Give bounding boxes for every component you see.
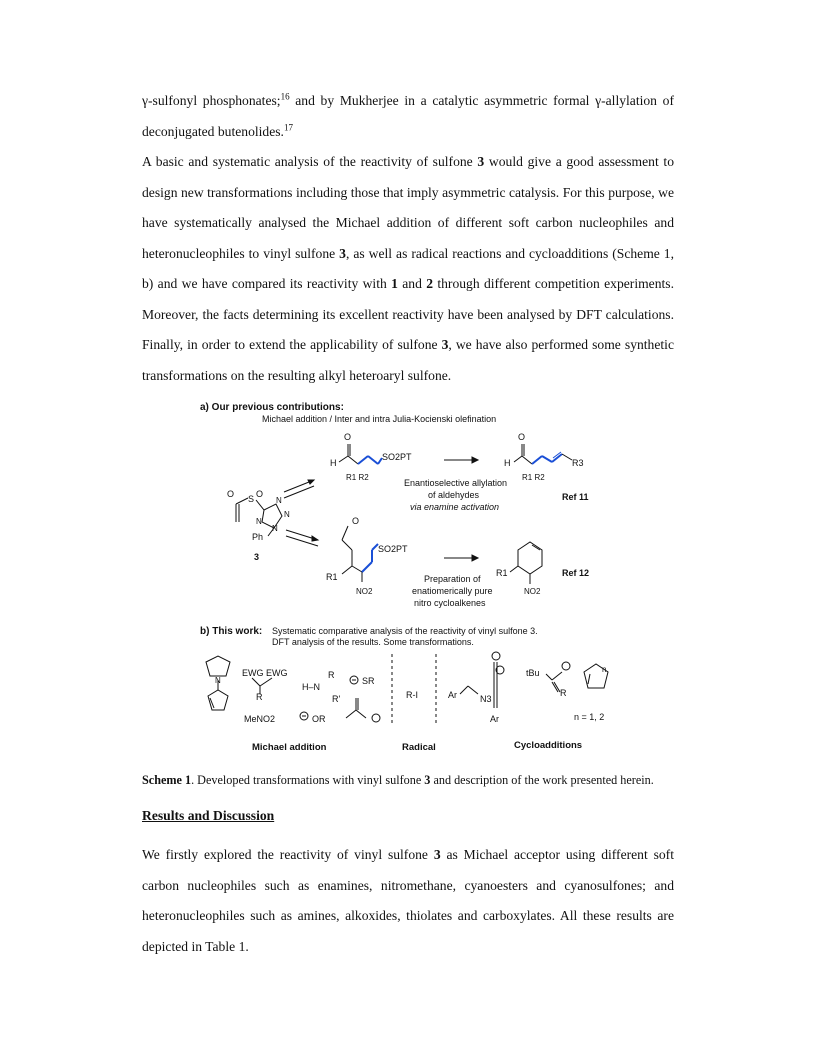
text-run: γ-sulfonyl phosphonates; bbox=[142, 93, 281, 108]
scheme-b-subtitle-2: DFT analysis of the results. Some transformations. bbox=[272, 637, 474, 647]
alkyl-iodide-label: R-I bbox=[406, 690, 418, 700]
atom-label: N bbox=[272, 524, 278, 533]
substituent-label: R bbox=[560, 688, 567, 698]
atom-label: H bbox=[504, 458, 511, 468]
substituent-label: R1 bbox=[326, 572, 338, 582]
substituent-label: R1 bbox=[496, 568, 508, 578]
scheme-a-subtitle: Michael addition / Inter and intra Julia-Kocienski olefination bbox=[262, 414, 497, 424]
ring-size-index: n bbox=[602, 665, 607, 674]
tert-butyl-label: tBu bbox=[526, 668, 540, 678]
compound-ref: 3 bbox=[339, 245, 346, 261]
alkoxide-label: OR bbox=[312, 714, 326, 724]
text-run: through different competition experiments. Moreover, the facts determining its excellent reactivity have been analysed by DFT calculations. Finally, in order to extend the applicability of sulfone bbox=[142, 276, 674, 352]
compound-ref: 3 bbox=[424, 773, 431, 787]
nitrocyclohexene-structure bbox=[510, 542, 542, 584]
scheme-caption bbox=[142, 773, 702, 788]
text-run: and by Mukherjee in a catalytic asymmetric formal γ-allylation of deconjugated butenolides. bbox=[142, 93, 674, 139]
thiolate-label: SR bbox=[362, 676, 375, 686]
paragraph-intro bbox=[142, 86, 674, 147]
substituent-label: R1 R2 bbox=[522, 473, 545, 482]
caption-label: Scheme 1 bbox=[142, 773, 192, 787]
atom-label: O bbox=[227, 489, 235, 499]
citation-17: 17 bbox=[283, 121, 293, 132]
compound-ref: 3 bbox=[433, 847, 441, 862]
citation-16: 16 bbox=[280, 91, 290, 102]
ring-size-label: n = 1, 2 bbox=[574, 712, 605, 722]
aryl-label: Ar bbox=[490, 714, 499, 724]
phenyl-label: Ph bbox=[252, 532, 264, 542]
atom-label: O bbox=[344, 432, 352, 442]
compound-ref: 2 bbox=[426, 276, 434, 291]
text-run: We firstly explored the reactivity of vinyl sulfone bbox=[142, 847, 434, 862]
allylation-caption-line: via enamine activation bbox=[410, 502, 500, 512]
atom-label: O bbox=[352, 516, 360, 526]
scheme-b-subtitle-1: Systematic comparative analysis of the reactivity of vinyl sulfone 3. bbox=[272, 626, 538, 636]
aryl-label: Ar bbox=[448, 690, 457, 700]
nitromethane-label: MeNO2 bbox=[244, 714, 276, 724]
text-run: and bbox=[397, 276, 427, 291]
scheme-b-title: b) This work: bbox=[200, 626, 263, 637]
atom-label: O bbox=[256, 489, 264, 499]
compound-3-label: 3 bbox=[254, 552, 260, 562]
so2pt-label: SO2PT bbox=[378, 544, 408, 554]
radical-label: Radical bbox=[402, 742, 436, 753]
allylation-caption-line: of aldehydes bbox=[428, 490, 480, 500]
text-run: A basic and systematic analysis of the reactivity of sulfone bbox=[142, 154, 478, 169]
paragraph-results bbox=[142, 840, 674, 962]
ref-11-label: Ref 11 bbox=[562, 492, 589, 502]
aldehyde-adduct-structure bbox=[339, 444, 382, 464]
prep-caption-line: Preparation of bbox=[424, 574, 481, 584]
atom-label: H bbox=[330, 458, 337, 468]
substituent-label: R bbox=[328, 670, 335, 680]
arrow-top bbox=[444, 457, 478, 463]
compound-ref: 1 bbox=[391, 276, 398, 291]
compound-ref: 3 bbox=[477, 154, 485, 169]
scheme-a-title: a) Our previous contributions: bbox=[200, 402, 344, 413]
atom-label: N bbox=[256, 517, 262, 526]
cycloadditions-label: Cycloadditions bbox=[514, 740, 583, 751]
nitro-adduct-structure bbox=[342, 526, 378, 582]
amine-label: H–N bbox=[302, 682, 321, 692]
text-run: , as well as radical reactions and cycloadditions (Scheme 1, b) and we have compared its reactivity with bbox=[142, 245, 674, 291]
text-run: . Developed transformations with vinyl sulfone bbox=[191, 773, 425, 787]
text-run: and description of the work presented herein. bbox=[430, 773, 654, 787]
substituent-label: R' bbox=[332, 694, 341, 704]
text-run: would give a good assessment to design new transformations including those that imply asymmetric catalysis. For this purpose, we have systematically analysed the Michael addition of different soft carbon nucleophiles and heteronucleophiles to vinyl sulfone bbox=[142, 154, 674, 261]
compound-ref: 3 bbox=[441, 337, 449, 352]
scheme-1-svg bbox=[196, 400, 626, 760]
text-run: as Michael acceptor using different soft carbon nucleophiles such as enamines, nitromethane, cyanoesters and cyanosulfones; and heteronucleophiles such as amines, alkoxides, thiolates and carboxylates. All these results are depicted in Table 1. bbox=[142, 847, 674, 954]
allylation-caption-line: Enantioselective allylation bbox=[404, 478, 508, 488]
prep-caption-line: nitro cycloalkenes bbox=[414, 598, 486, 608]
section-heading: Results and Discussion bbox=[142, 808, 275, 823]
substituent-label: R1 R2 bbox=[346, 473, 369, 482]
arrow-bottom bbox=[444, 555, 478, 561]
atom-label: N bbox=[215, 676, 221, 685]
substituent-label: R bbox=[256, 692, 263, 702]
azide-label: N3 bbox=[480, 694, 492, 704]
atom-label: N bbox=[276, 496, 282, 505]
ref-12-label: Ref 12 bbox=[562, 568, 590, 578]
prep-caption-line: enatiomerically pure bbox=[412, 586, 493, 596]
atom-label: N bbox=[284, 510, 290, 519]
atom-label: S bbox=[248, 494, 255, 504]
text-run: , we have also performed some synthetic transformations on the resulting alkyl heteroaryl sulfone. bbox=[142, 337, 674, 383]
michael-addition-label: Michael addition bbox=[252, 742, 327, 753]
scheme-1-figure bbox=[196, 400, 626, 760]
allylated-aldehyde-structure bbox=[514, 444, 572, 464]
substituent-label: R3 bbox=[572, 458, 584, 468]
ewg-label: EWG EWG bbox=[242, 668, 288, 678]
so2pt-label: SO2PT bbox=[382, 452, 412, 462]
paragraph-analysis bbox=[142, 147, 674, 391]
nitro-label: NO2 bbox=[524, 587, 541, 596]
nitro-label: NO2 bbox=[356, 587, 373, 596]
atom-label: O bbox=[518, 432, 526, 442]
